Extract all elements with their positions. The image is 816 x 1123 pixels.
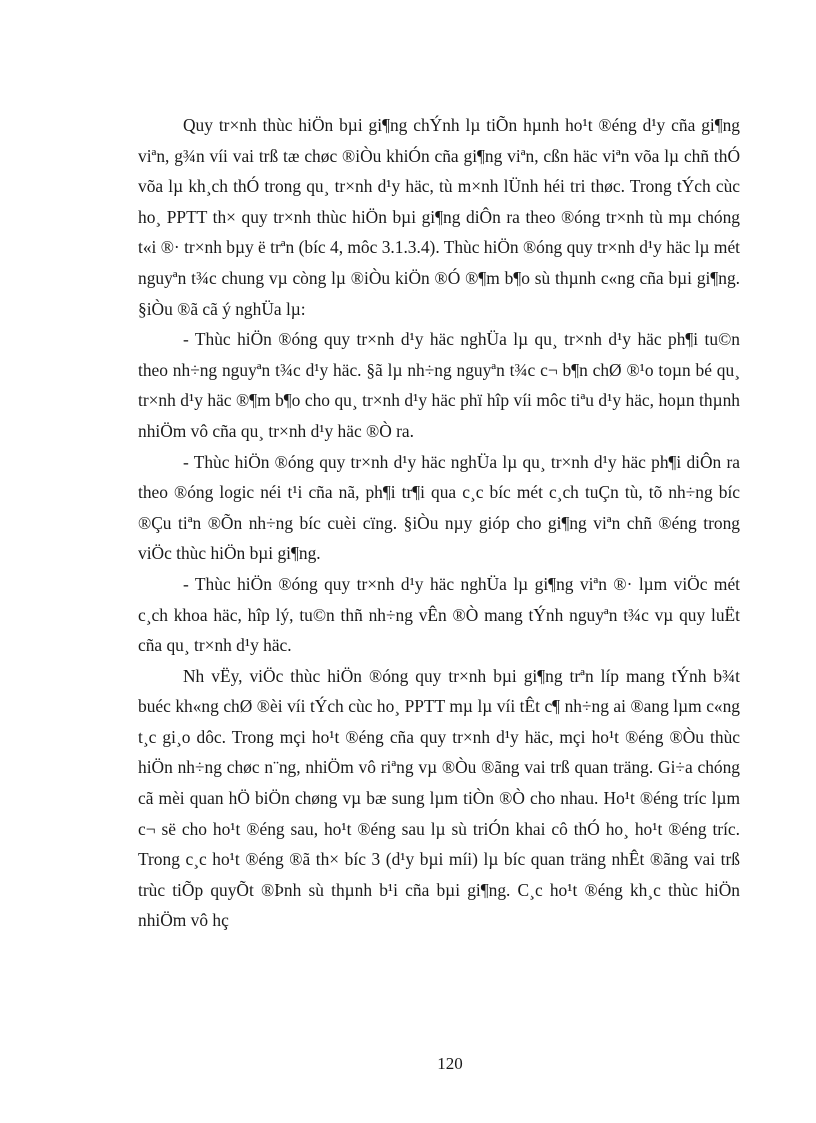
body-text (138, 110, 740, 936)
page-number: 120 (437, 1054, 463, 1073)
paragraph-5: Nh vËy, viÖc thùc hiÖn ®óng quy tr×nh bµi gi¶ng trªn líp mang tÝnh b¾t buéc kh«ng chØ ®èi víi tÝch cùc ho¸ PPTT mµ lµ víi tÊt c¶ nh÷ng ai ®ang lµm c«ng t¸c gi¸o dôc. Trong mçi ho¹t ®éng cña quy tr×nh d¹y häc, mçi ho¹t ®éng ®Òu thùc hiÖn nh÷ng chøc n¨ng, nhiÖm vô riªng vµ ®Òu ®ãng vai trß quan träng. Gi÷a chóng cã mèi quan hÖ biÖn chøng vµ bæ sung lµm tiÒn ®Ò cho nhau. Ho¹t ®éng tríc lµm c¬ së cho ho¹t ®éng sau, ho¹t ®éng sau lµ sù triÓn khai cô thÓ ho¸ ho¹t ®éng tríc. Trong c¸c ho¹t ®éng ®ã th× bíc 3 (d¹y bµi míi) lµ bíc quan träng nhÊt ®ãng vai trß trùc tiÕp quyÕt ®Þnh sù thµnh b¹i cña bµi gi¶ng. C¸c ho¹t ®éng kh¸c thùc hiÖn nhiÖm vô hç (138, 665, 740, 931)
paragraph-2: - Thùc hiÖn ®óng quy tr×nh d¹y häc nghÜa lµ qu¸ tr×nh d¹y häc ph¶i tu©n theo nh÷ng nguyªn t¾c d¹y häc. §ã lµ nh÷ng nguyªn t¾c c¬ b¶n chØ ®¹o toµn bé qu¸ tr×nh d¹y häc ®¶m b¶o cho qu¸ tr×nh d¹y häc phï hîp víi môc tiªu d¹y häc, hoµn thµnh nhiÖm vô cña qu¸ tr×nh d¹y häc ®Ò ra. (138, 329, 740, 441)
paragraph-4: - Thùc hiÖn ®óng quy tr×nh d¹y häc nghÜa lµ gi¶ng viªn ®· lµm viÖc mét c¸ch khoa häc, hîp lý, tu©n thñ nh÷ng vÊn ®Ò mang tÝnh nguyªn t¾c vµ quy luËt cña qu¸ tr×nh d¹y häc. (138, 573, 740, 656)
paragraph-1: Quy tr×nh thùc hiÖn bµi gi¶ng chÝnh lµ tiÕn hµnh ho¹t ®éng d¹y cña gi¶ng viªn, g¾n víi vai trß tæ chøc ®iÒu khiÓn cña gi¶ng viªn, cßn häc viªn võa lµ chñ thÓ võa lµ kh¸ch thÓ trong qu¸ tr×nh d¹y häc, tù m×nh lÜnh héi tri thøc. Trong tÝch cùc ho¸ PPTT th× quy tr×nh thùc hiÖn bµi gi¶ng diÔn ra theo ®óng tr×nh tù mµ chóng t«i ®· tr×nh bµy ë trªn (bíc 4, môc 3.1.3.4). Thùc hiÖn ®óng quy tr×nh d¹y häc lµ mét nguyªn t¾c chung vµ còng lµ ®iÒu kiÖn ®Ó ®¶m b¶o sù thµnh c«ng cña bµi gi¶ng. §iÒu ®ã cã ý nghÜa lµ: (138, 115, 740, 319)
paragraph-3: - Thùc hiÖn ®óng quy tr×nh d¹y häc nghÜa lµ qu¸ tr×nh d¹y häc ph¶i diÔn ra theo ®óng logic néi t¹i cña nã, ph¶i tr¶i qua c¸c bíc mét c¸ch tuÇn tù, tõ nh÷ng bíc ®Çu tiªn ®Õn nh÷ng bíc cuèi cïng. §iÒu nµy gióp cho gi¶ng viªn chñ ®éng trong viÖc thùc hiÖn bµi gi¶ng. (138, 451, 740, 564)
